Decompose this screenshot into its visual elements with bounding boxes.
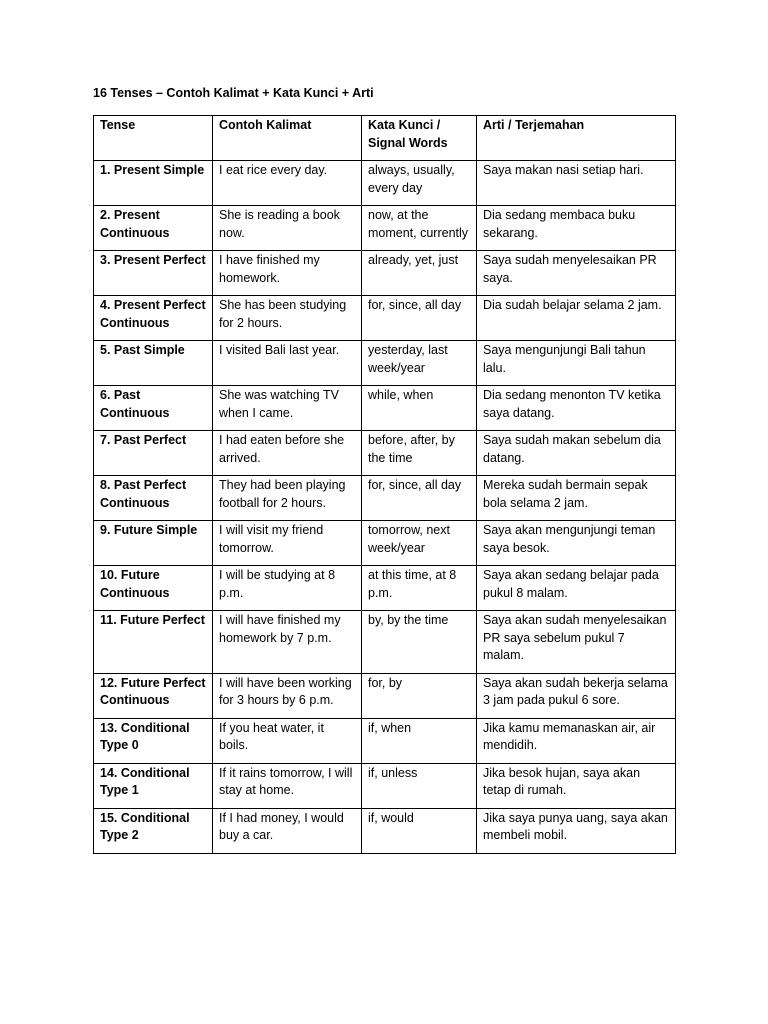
cell-tense: 3. Present Perfect [94,251,213,296]
cell-tense: 9. Future Simple [94,521,213,566]
cell-arti: Mereka sudah bermain sepak bola selama 2 jam. [477,476,676,521]
table-row [94,566,676,611]
cell-kunci: yesterday, last week/year [362,341,477,386]
cell-tense: 2. Present Continuous [94,206,213,251]
cell-contoh: She has been studying for 2 hours. [213,296,362,341]
cell-tense: 15. Conditional Type 2 [94,808,213,853]
cell-arti: Saya akan mengunjungi teman saya besok. [477,521,676,566]
cell-arti: Jika besok hujan, saya akan tetap di rumah. [477,763,676,808]
table-row [94,206,676,251]
cell-kunci: now, at the moment, currently [362,206,477,251]
cell-tense: 13. Conditional Type 0 [94,718,213,763]
cell-arti: Saya akan sudah menyelesaikan PR saya sebelum pukul 7 malam. [477,611,676,674]
cell-tense: 5. Past Simple [94,341,213,386]
cell-contoh: I will have finished my homework by 7 p.m. [213,611,362,674]
cell-contoh: I have finished my homework. [213,251,362,296]
cell-arti: Saya sudah menyelesaikan PR saya. [477,251,676,296]
cell-contoh: If I had money, I would buy a car. [213,808,362,853]
table-row [94,476,676,521]
table-row [94,161,676,206]
cell-tense: 11. Future Perfect [94,611,213,674]
cell-tense: 12. Future Perfect Continuous [94,673,213,718]
header-tense: Tense [94,116,213,161]
tenses-table [93,115,676,854]
cell-arti: Saya makan nasi setiap hari. [477,161,676,206]
header-kata-kunci: Kata Kunci / Signal Words [362,116,477,161]
table-row [94,521,676,566]
table-row [94,341,676,386]
cell-kunci: by, by the time [362,611,477,674]
cell-tense: 8. Past Perfect Continuous [94,476,213,521]
cell-contoh: If it rains tomorrow, I will stay at home. [213,763,362,808]
cell-kunci: already, yet, just [362,251,477,296]
cell-arti: Saya akan sedang belajar pada pukul 8 malam. [477,566,676,611]
cell-arti: Jika kamu memanaskan air, air mendidih. [477,718,676,763]
table-row [94,611,676,674]
table-row [94,808,676,853]
table-row [94,431,676,476]
cell-kunci: if, would [362,808,477,853]
cell-contoh: She is reading a book now. [213,206,362,251]
cell-contoh: She was watching TV when I came. [213,386,362,431]
cell-contoh: I will have been working for 3 hours by 6 p.m. [213,673,362,718]
cell-kunci: at this time, at 8 p.m. [362,566,477,611]
table-body [94,161,676,854]
cell-kunci: tomorrow, next week/year [362,521,477,566]
table-row [94,386,676,431]
cell-arti: Saya mengunjungi Bali tahun lalu. [477,341,676,386]
cell-tense: 10. Future Continuous [94,566,213,611]
table-header [94,116,676,161]
table-row [94,673,676,718]
cell-kunci: for, since, all day [362,476,477,521]
cell-arti: Dia sedang menonton TV ketika saya datang. [477,386,676,431]
cell-arti: Jika saya punya uang, saya akan membeli mobil. [477,808,676,853]
cell-contoh: I will visit my friend tomorrow. [213,521,362,566]
cell-kunci: while, when [362,386,477,431]
cell-contoh: If you heat water, it boils. [213,718,362,763]
cell-tense: 6. Past Continuous [94,386,213,431]
cell-kunci: for, since, all day [362,296,477,341]
table-row [94,251,676,296]
header-arti: Arti / Terjemahan [477,116,676,161]
cell-contoh: They had been playing football for 2 hours. [213,476,362,521]
cell-tense: 14. Conditional Type 1 [94,763,213,808]
cell-arti: Dia sedang membaca buku sekarang. [477,206,676,251]
table-row [94,763,676,808]
cell-arti: Saya akan sudah bekerja selama 3 jam pada pukul 6 sore. [477,673,676,718]
table-row [94,718,676,763]
cell-kunci: if, when [362,718,477,763]
cell-arti: Saya sudah makan sebelum dia datang. [477,431,676,476]
cell-tense: 4. Present Perfect Continuous [94,296,213,341]
cell-kunci: for, by [362,673,477,718]
document-title: 16 Tenses – Contoh Kalimat + Kata Kunci + Arti [93,86,374,100]
cell-contoh: I eat rice every day. [213,161,362,206]
cell-tense: 1. Present Simple [94,161,213,206]
header-row [94,116,676,161]
cell-tense: 7. Past Perfect [94,431,213,476]
header-contoh-kalimat: Contoh Kalimat [213,116,362,161]
cell-contoh: I had eaten before she arrived. [213,431,362,476]
cell-contoh: I will be studying at 8 p.m. [213,566,362,611]
cell-contoh: I visited Bali last year. [213,341,362,386]
table-row [94,296,676,341]
cell-kunci: before, after, by the time [362,431,477,476]
cell-arti: Dia sudah belajar selama 2 jam. [477,296,676,341]
cell-kunci: if, unless [362,763,477,808]
cell-kunci: always, usually, every day [362,161,477,206]
